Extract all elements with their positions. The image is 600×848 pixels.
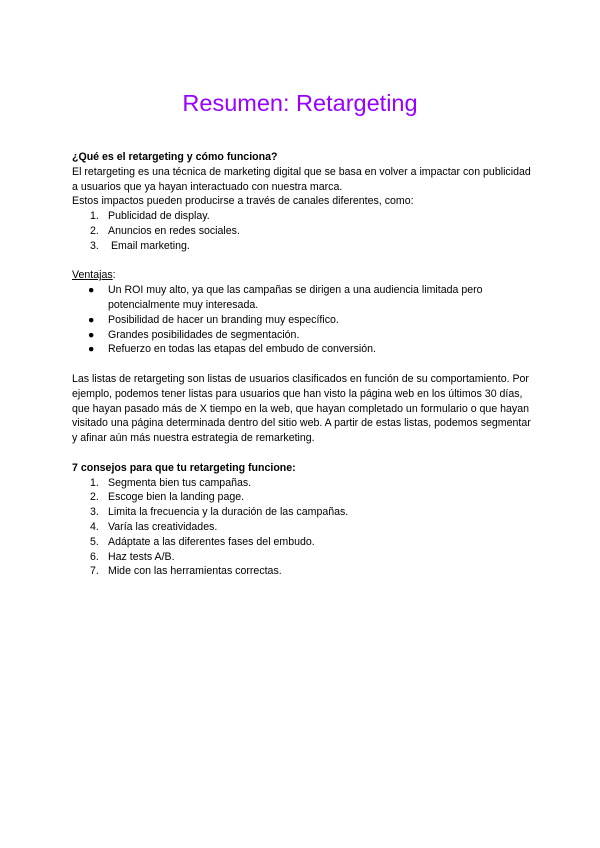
list-item: 7. Mide con las herramientas correctas. <box>90 565 282 578</box>
channels-paragraph: Estos impactos pueden producirse a través de canales diferentes, como: <box>72 195 414 208</box>
list-item: ● Posibilidad de hacer un branding muy específico. <box>88 313 339 326</box>
list-item: 5. Adáptate a las diferentes fases del embudo. <box>90 535 315 548</box>
list-item: 3. Limita la frecuencia y la duración de las campañas. <box>90 506 349 519</box>
list-item: ● Un ROI muy alto, ya que las campañas se dirigen a una audiencia limitada pero potencialmente muy interesada. <box>88 284 483 311</box>
list-item: 6. Haz tests A/B. <box>90 550 175 563</box>
document-body <box>72 150 532 579</box>
intro-paragraph: El retargeting es una técnica de marketing digital que se basa en volver a impactar con publicidad a usuarios que ya hayan interactuado con nuestra marca. <box>72 165 531 193</box>
list-item: ● Refuerzo en todas las etapas del embudo de conversión. <box>88 343 376 356</box>
page-title: Resumen: Retargeting <box>182 90 418 116</box>
section-heading-what-is: ¿Qué es el retargeting y cómo funciona? <box>72 151 278 163</box>
ventajas-list <box>72 283 532 357</box>
list-item: 3. Email marketing. <box>90 239 190 252</box>
lists-paragraph: Las listas de retargeting son listas de usuarios clasificados en función de su comportamiento. Por ejemplo, podemos tener listas para usuarios que han visto la página web en los últimos 30 días, que hayan pasado más de X tiempo en la web, que hayan completado un formulario o que hayan visitado una página determinada dentro del sitio web. A partir de estas listas, podemos segmentar y afinar aún más nuestra estrategia de remarketing. <box>72 372 531 445</box>
channels-list <box>72 209 532 253</box>
tips-list <box>72 476 532 580</box>
ventajas-heading: Ventajas: <box>72 269 116 282</box>
list-item: ● Grandes posibilidades de segmentación. <box>88 328 300 341</box>
list-item: 2. Anuncios en redes sociales. <box>90 224 240 237</box>
list-item: 1. Segmenta bien tus campañas. <box>90 476 252 489</box>
list-item: 4. Varía las creatividades. <box>90 520 218 533</box>
list-item: 1. Publicidad de display. <box>90 210 210 223</box>
list-item: 2. Escoge bien la landing page. <box>90 491 245 504</box>
section-heading-tips: 7 consejos para que tu retargeting funcione: <box>72 461 296 474</box>
